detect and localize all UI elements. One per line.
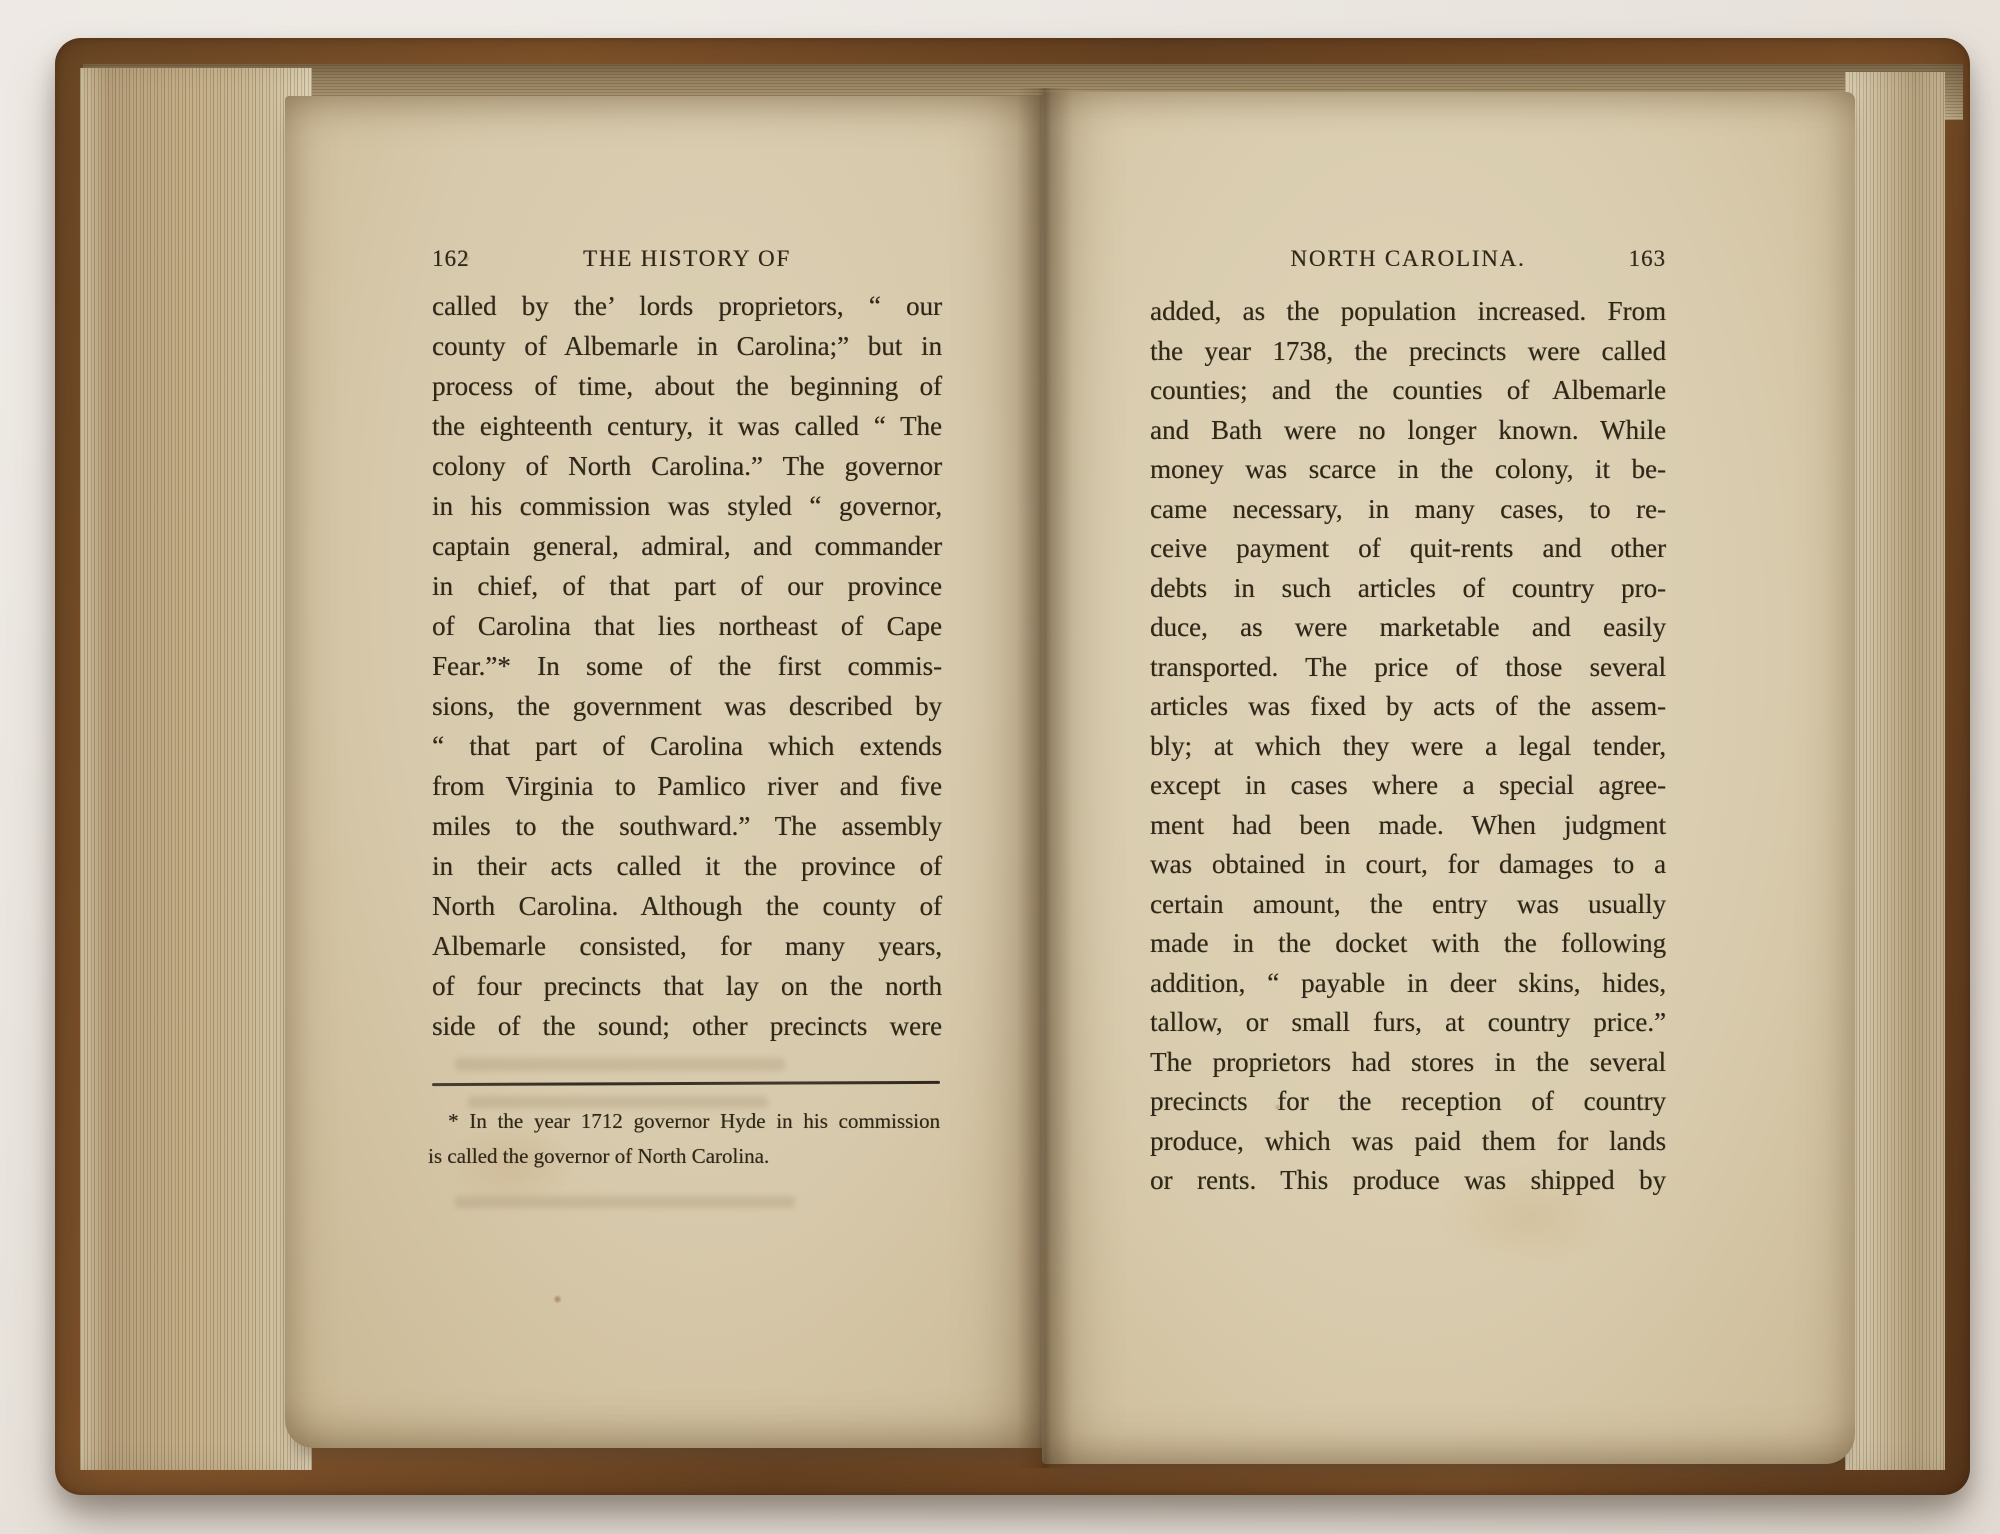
book <box>55 38 1970 1495</box>
bleedthrough-smudge <box>455 1196 795 1208</box>
page-number-left: 162 <box>432 246 470 271</box>
text-line: certain amount, the entry was usually <box>1150 888 1666 919</box>
text-line: addition, “ payable in deer skins, hides, <box>1150 967 1666 998</box>
page-edges-fore-left <box>80 68 312 1470</box>
text-line: side of the sound; other precincts were <box>432 1011 942 1041</box>
text-line: ment had been made. When judgment <box>1150 809 1666 840</box>
right-page <box>1042 92 1855 1464</box>
text-line: miles to the southward.” The assembly <box>432 811 942 841</box>
text-line: colony of North Carolina.” The governor <box>432 451 942 481</box>
text-line: produce, which was paid them for lands <box>1150 1125 1666 1156</box>
text-line: in their acts called it the province of <box>432 851 942 881</box>
text-line: called by the’ lords proprietors, “ our <box>432 291 942 321</box>
page-number-right: 163 <box>1628 246 1666 271</box>
text-line: bly; at which they were a legal tender, <box>1150 730 1666 761</box>
right-page-header <box>1150 246 1666 276</box>
text-line: or rents. This produce was shipped by <box>1150 1165 1666 1195</box>
text-line: Albemarle consisted, for many years, <box>432 931 942 961</box>
text-line: counties; and the counties of Albemarle <box>1150 375 1666 405</box>
text-line: from Virginia to Pamlico river and five <box>432 771 942 801</box>
text-line: debts in such articles of country pro- <box>1150 572 1666 603</box>
right-page-body <box>1150 292 1666 1201</box>
text-line: transported. The price of those several <box>1150 651 1666 682</box>
text-line: tallow, or small furs, at country price.” <box>1150 1007 1666 1037</box>
text-line: except in cases where a special agree- <box>1150 770 1666 800</box>
text-line: North Carolina. Although the county of <box>432 891 942 921</box>
text-line: and Bath were no longer known. While <box>1150 414 1666 445</box>
text-line: precincts for the reception of country <box>1150 1086 1666 1116</box>
text-line: articles was fixed by acts of the assem- <box>1150 691 1666 721</box>
bleedthrough-smudge <box>455 1058 785 1071</box>
text-line: money was scarce in the colony, it be- <box>1150 454 1666 484</box>
text-line: the year 1738, the precincts were called <box>1150 335 1666 366</box>
text-line: The proprietors had stores in the several <box>1150 1046 1666 1077</box>
text-line: process of time, about the beginning of <box>432 371 942 401</box>
text-line: of four precincts that lay on the north <box>432 971 942 1001</box>
text-line: county of Albemarle in Carolina;” but in <box>432 331 942 361</box>
text-line: made in the docket with the following <box>1150 928 1666 958</box>
text-line: came necessary, in many cases, to re- <box>1150 493 1666 524</box>
left-page <box>285 96 1042 1448</box>
left-page-header <box>432 246 942 276</box>
footnote-rule <box>432 1081 940 1086</box>
left-page-footnote <box>428 1104 940 1174</box>
text-line: duce, as were marketable and easily <box>1150 612 1666 642</box>
text-line: ceive payment of quit-rents and other <box>1150 533 1666 563</box>
left-page-body <box>432 286 942 1046</box>
footnote-line: * In the year 1712 governor Hyde in his commission <box>448 1109 940 1133</box>
text-line: in chief, of that part of our province <box>432 571 942 601</box>
page-edges-fore-right <box>1845 72 1945 1470</box>
text-line: added, as the population increased. From <box>1150 296 1666 326</box>
footnote-line: is called the governor of North Carolina. <box>428 1144 770 1168</box>
text-line: “ that part of Carolina which extends <box>432 731 942 761</box>
text-line: in his commission was styled “ governor, <box>432 491 942 521</box>
text-line: Fear.”* In some of the first commis- <box>432 651 942 681</box>
running-header-left: THE HISTORY OF <box>583 246 791 271</box>
text-line: captain general, admiral, and commander <box>432 531 942 561</box>
text-line: sions, the government was described by <box>432 691 942 721</box>
text-line: the eighteenth century, it was called “ The <box>432 411 942 441</box>
text-line: of Carolina that lies northeast of Cape <box>432 611 942 641</box>
text-line: was obtained in court, for damages to a <box>1150 849 1666 879</box>
running-header-right: NORTH CAROLINA. <box>1290 246 1526 271</box>
